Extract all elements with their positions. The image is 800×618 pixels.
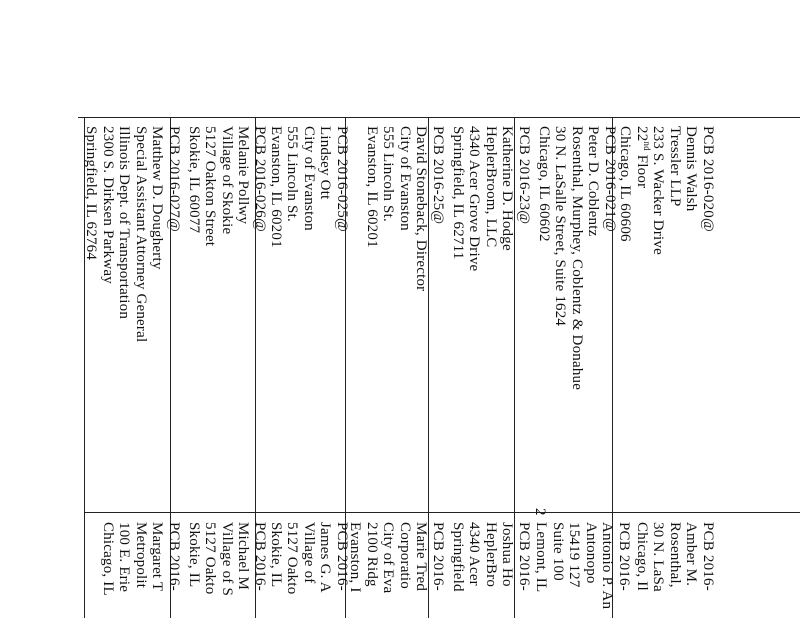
dept-line: City of Eva — [380, 522, 397, 594]
address-block — [347, 522, 446, 593]
city-line: Skokie, IL — [268, 522, 284, 588]
name-line: Marie Tred — [413, 522, 430, 592]
org-line: Tressler LLP — [667, 126, 683, 207]
case-number: PCB 2016- — [430, 522, 446, 591]
case-number: PCB 2016- — [334, 522, 350, 591]
street-line: 4340 Acer Grove Drive — [466, 126, 483, 272]
address-block — [268, 522, 351, 594]
name-line: Dennis Walsh — [683, 126, 700, 212]
address-block — [83, 126, 182, 342]
case-number: PCB 2016-020@ — [700, 126, 716, 233]
case-number: PCB 2016- — [252, 522, 268, 591]
street-line: 2300 S. Dirksen Parkway — [100, 126, 116, 284]
name-line: Amber M. — [683, 522, 700, 587]
street-line: 100 E. Erie — [116, 522, 133, 593]
name-line: David Stoneback, Director — [413, 126, 430, 292]
city-line: Evanston, IL 60201 — [268, 126, 284, 248]
street-line: 30 N. LaSa — [650, 522, 667, 592]
suite-line: Suite 100 — [550, 522, 566, 581]
floor-line: 22nd Floor — [634, 126, 652, 189]
case-number: PCB 2016-23@ — [516, 126, 532, 225]
street-line: 5127 Oakton Street — [202, 126, 219, 247]
street-line: 15419 127 — [566, 522, 583, 588]
case-number: PCB 2016- — [166, 522, 182, 591]
address-block — [186, 522, 269, 596]
name-line: Antonio P. An — [599, 522, 616, 610]
org-line: Rosenthal, Murphey, Coblentz & Donahue — [569, 126, 585, 391]
name-line: Matthew D. Dougherty — [149, 126, 166, 270]
city-line: Skokie, IL — [186, 522, 202, 588]
org-line: Village of — [301, 522, 317, 584]
address-block — [364, 126, 447, 291]
page-number: 2 — [532, 508, 548, 516]
org-line: City of Evanston — [397, 126, 413, 231]
name-line: Lindsey Ott — [317, 126, 334, 200]
org-line: Corporatio — [397, 522, 413, 589]
table-top-rule — [78, 117, 800, 118]
city-line: Chicago, Il — [634, 522, 650, 591]
org-line: Antonopo — [583, 522, 599, 584]
address-block — [100, 522, 183, 596]
org-line: Illinois Dept. of Transportation — [116, 126, 133, 320]
case-number: PCB 2016- — [616, 522, 632, 591]
street-line: 4340 Acer — [466, 522, 483, 586]
case-number: PCB 2016-026@ — [252, 126, 268, 233]
address-block — [533, 522, 632, 609]
address-block — [634, 522, 717, 592]
city-line: Lemont, IL — [533, 522, 550, 593]
name-line: Joshua Ho — [499, 522, 516, 587]
city-line: Springfield, IL 62711 — [450, 126, 466, 260]
case-number: PCB 2016-027@ — [166, 126, 182, 233]
city-line: Chicago, IL — [100, 522, 116, 596]
org-line: Village of S — [219, 522, 235, 596]
street-line: 30 N. LaSalle Street, Suite 1624 — [552, 126, 569, 327]
address-block — [450, 126, 533, 271]
city-line: Springfield, IL 62764 — [83, 126, 100, 261]
case-number: PCB 2016-25@ — [430, 126, 446, 225]
city-line: Evanston, IL 60201 — [364, 126, 380, 248]
org-line: City of Evanston — [301, 126, 317, 231]
street-line: 233 S. Wacker Drive — [650, 126, 667, 255]
name-line: James G. A — [317, 522, 334, 593]
case-number: PCB 2016- — [516, 522, 532, 591]
name-line: Peter D. Coblentz — [585, 126, 602, 237]
address-block — [617, 126, 716, 255]
name-line: Michael M — [235, 522, 252, 591]
street-line: 555 Lincoln St. — [284, 126, 301, 222]
name-line: Melanie Pollwy — [235, 126, 252, 225]
city-line: Chicago, IL 60602 — [536, 126, 552, 242]
city-line: Skokie, IL 60077 — [186, 126, 202, 234]
org-line: HeplerBro — [483, 522, 499, 588]
street-line: 2100 Ridg — [364, 522, 380, 587]
case-number: PCB 2016-021@ — [602, 126, 618, 233]
street-line: 5127 Oakto — [284, 522, 301, 595]
org-line: Village of Skokie — [219, 126, 235, 235]
column-divider-rule — [84, 512, 800, 513]
city-line: Springfield — [450, 522, 466, 592]
address-block — [268, 126, 351, 248]
case-number: PCB 2016- — [700, 522, 716, 591]
street-line: 555 Lincoln St. — [380, 126, 397, 222]
name-line: Margaret T — [149, 522, 166, 592]
name-line: Katherine D. Hodge — [499, 126, 516, 251]
org-line: HeplerBroom, LLC — [483, 126, 499, 248]
city-line: Evanston, I — [347, 522, 364, 593]
street-line: 5127 Oakto — [202, 522, 219, 595]
case-number: PCB 2016-025@ — [334, 126, 350, 233]
address-block — [186, 126, 269, 246]
org-line: Rosenthal, — [667, 522, 683, 588]
title-line: Special Assistant Attorney General — [133, 126, 149, 343]
org-line: Metropolit — [133, 522, 149, 589]
address-block — [450, 522, 533, 592]
address-block — [536, 126, 619, 390]
city-line: Chicago, IL 60606 — [617, 126, 634, 242]
